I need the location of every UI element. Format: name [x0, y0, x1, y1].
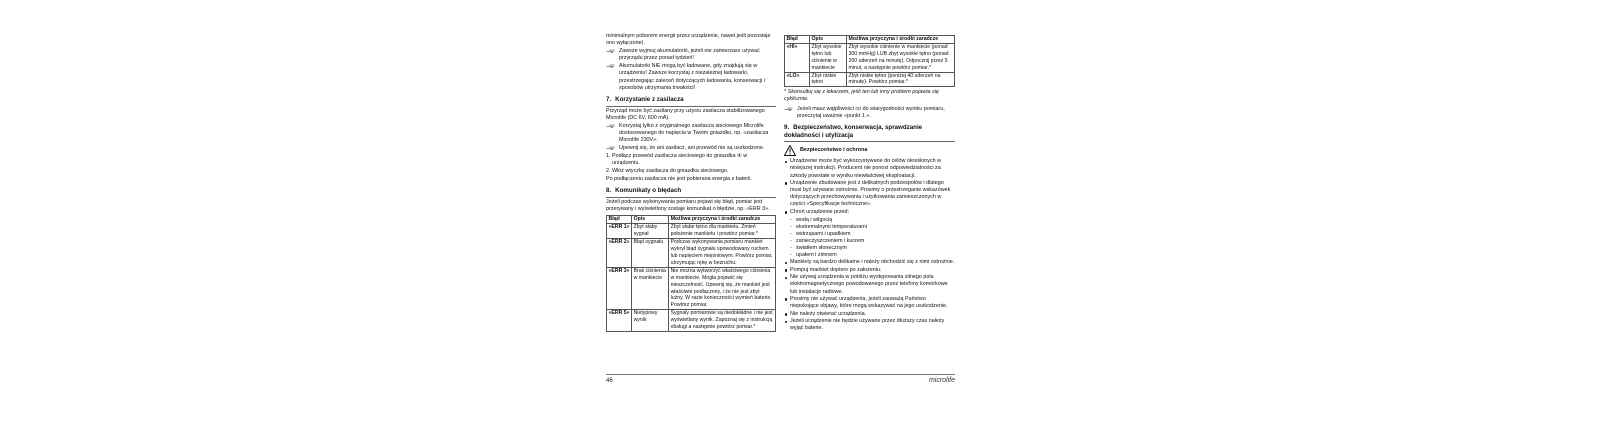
intro-text: minimalnym poborem energii przez urządzenie, nawet jeśli pozostaje ono wyłączone).	[606, 33, 771, 47]
bullet-dot	[785, 298, 787, 300]
section-number: 9.	[784, 123, 790, 131]
paragraph: Po podłączeniu zasilacza nie jest pobierana energia z baterii.	[606, 176, 752, 183]
bullet-dot	[785, 269, 787, 271]
step-number: 2.	[606, 168, 611, 175]
bullet-text: Jeżeli urządzenie nie będzie używane przez dłuższy czas należy wyjąć baterie.	[790, 318, 945, 332]
page-number: 46	[606, 378, 613, 384]
bullet-item	[784, 180, 955, 208]
dash-text: upałem i zimnem	[796, 252, 837, 259]
paragraph: Jeżeli podczas wykonywania pomiaru pojawi się błąd, pomiar jest przerywany i wyświetlony zostaje komunikat o błędzie, np. «ERR 3».	[606, 199, 770, 213]
note-hand-icon	[606, 123, 616, 129]
section-title: Bezpieczeństwo, konserwacja, sprawdzanie dokładności i utylizacja	[784, 123, 923, 139]
step-text: Podłącz przewód zasilacza sieciowego do gniazdka ④ w urządzeniu.	[612, 153, 748, 167]
left-column	[606, 33, 776, 334]
error-table-continued	[784, 35, 955, 87]
section-rule	[606, 197, 776, 198]
section-number: 8.	[606, 187, 612, 195]
section-title: Komunikaty o błędach	[615, 187, 682, 195]
note-hand-icon	[606, 63, 616, 69]
bullet-text: Chroń urządzenie przed:	[790, 208, 850, 215]
table-footnote: * Skonsultuj się z lekarzem, jeśli ten lub inny problem pojawia się cyklicznie.	[784, 89, 939, 103]
note-item	[606, 48, 776, 62]
note-item	[606, 63, 776, 91]
bullet-item	[784, 259, 955, 266]
step-number: 1.	[606, 153, 611, 160]
error-code: «ERR 1»	[607, 224, 632, 239]
brand-logo: microlife	[928, 377, 955, 384]
dash-text: wodą i wilgocią	[796, 216, 833, 223]
table-row	[607, 224, 776, 239]
note-item	[606, 145, 776, 152]
section-heading	[606, 187, 776, 195]
bullet-item	[784, 318, 955, 332]
step-item	[606, 168, 776, 175]
step-text: Włóż wtyczkę zasilacza do gniazdka sieciowego.	[612, 168, 729, 175]
bullet-dot	[785, 262, 787, 264]
table-header-cell: Błąd	[785, 36, 810, 44]
bullet-text: Prosimy nie używać urządzenia, jeżeli zauważą Państwo niepokojące objawy, które mogą wskazywać na jego uszkodzenie.	[790, 296, 948, 310]
dash-text: światłem słonecznym	[796, 244, 847, 251]
bullet-dot	[785, 161, 787, 163]
note-hand-icon	[784, 106, 794, 112]
table-header-cell: Możliwa przyczyna i środki zaradcze	[847, 36, 955, 44]
error-remedy: Podczas wykonywania pomiaru mankiet wykrył błąd sygnału spowodowany ruchem lub napięciem mięśniowym. Powtórz pomiar, utrzymując rękę w bezruchu.	[669, 239, 776, 268]
note-text: Upewnij się, że ani zasilacz, ani przewód nie są uszkodzone.	[619, 145, 765, 152]
paragraph: Przyrząd może być zasilany przy użyciu zasilacza stabilizowanego Microlife (DC 6V, 600 mA).	[606, 107, 765, 121]
dash-text: zanieczyszczeniem i kurzem	[796, 237, 865, 244]
table-header-cell: Możliwa przyczyna i środki zaradcze	[669, 216, 776, 224]
note-text: Zawsze wyjmuj akumulatorki, jeżeli nie zamierzasz używać przyrządu przez ponad tydzień!	[619, 48, 760, 62]
table-header-row	[607, 216, 776, 224]
table-row	[785, 43, 955, 72]
table-row	[607, 267, 776, 309]
table-header-cell: Opis	[632, 216, 669, 224]
section-rule	[784, 141, 955, 142]
error-remedy: Zbyt wysokie ciśnienie w mankiecie (ponad 300 mmHg) LUB zbyt wysokie tętno (ponad 200 uderzeń na minutę). Odpocznij przez 5 minut, a następnie powtórz pomiar.*	[847, 43, 955, 72]
bullet-dot	[785, 211, 787, 213]
error-description: Nietypowy wynik	[632, 310, 669, 332]
table-row	[607, 239, 776, 268]
bullet-item	[784, 296, 955, 310]
note-hand-icon	[606, 145, 616, 151]
note-item	[784, 106, 955, 120]
bullet-text: Nie używaj urządzenia w pobliżu występowania silnego pola elektromagnetycznego powodowanego przez telefony komórkowe lub instalacje radiowe.	[790, 274, 948, 295]
error-remedy: Nie można wytworzyć właściwego ciśnienia w mankiecie. Mogła pojawić się nieszczelność. Upewnij się, że mankiet jest właściwie podłączony, i że nie jest zbyt luźny. W razie konieczności wymień baterie. Powtórz pomiar.	[669, 267, 776, 309]
bullet-item	[784, 311, 955, 318]
table-header-cell: Opis	[810, 36, 847, 44]
step-item	[606, 153, 776, 167]
table-row	[785, 72, 955, 87]
table-row	[607, 310, 776, 332]
dash-text: wstrząsami i upadkiem	[796, 230, 851, 237]
table-header-row	[785, 36, 955, 44]
error-remedy: Sygnały pomiarowe są niedokładne i nie jest wyświetlany wynik. Zapoznaj się z instrukcją obsługi a następnie powtórz pomiar.*	[669, 310, 776, 332]
error-remedy: Zbyt niskie tętno (poniżej 40 uderzeń na minutę). Powtórz pomiar.*	[847, 72, 955, 87]
dash-item: - upałem i zimnem	[790, 252, 837, 259]
note-text: Korzystaj tylko z oryginalnego zasilacza sieciowego Microlife dostosowanego do napięcia w Twoim gniazdku, np. «zasilacza Microlife 230V».	[619, 122, 769, 143]
note-text: Jeżeli masz wątpliwości co do wiarygodności wyniku pomiaru, przeczytaj uważnie «punkt 1.».	[797, 105, 945, 119]
bullet-dot	[785, 313, 787, 315]
bullet-text: Nie należy otwierać urządzenia.	[790, 310, 867, 317]
section-title: Korzystanie z zasilacza	[615, 95, 684, 103]
error-description: Zbyt niskie tętno	[810, 72, 847, 87]
dash-item: - zanieczyszczeniem i kurzem	[790, 237, 865, 244]
error-code: «LO»	[785, 72, 810, 87]
section-rule	[606, 106, 776, 107]
error-remedy: Zbyt słabe tętno dla mankietu. Zmień położenie mankietu i powtórz pomiar.*	[669, 224, 776, 239]
section-heading	[606, 96, 776, 104]
error-code: «ERR 2»	[607, 239, 632, 268]
dash-text: ekstremalnymi temperaturami	[796, 223, 867, 230]
bullet-dot	[785, 321, 787, 323]
right-column	[784, 35, 955, 333]
error-table	[606, 215, 776, 332]
bullet-text: Urządzenie zbudowane jest z delikatnych podzespołów i dlatego musi być używane ostrożnie. Prosimy o przestrzeganie wskazówek dotyczących przechowywania i użytkowania zamieszczonych w części «Specyfikacje techniczne».	[790, 180, 951, 208]
error-code: «ERR 3»	[607, 267, 632, 309]
bullet-item	[784, 267, 955, 274]
bullet-text: Mankiety są bardzo delikatne i należy obchodzić się z nimi ostrożnie.	[790, 259, 955, 266]
bullet-item	[784, 209, 955, 216]
error-description: Zbyt wysokie tętno lub ciśnienie w mankiecie	[810, 43, 847, 72]
dash-item: - wstrząsami i upadkiem	[790, 230, 851, 237]
error-description: Błąd sygnału	[632, 239, 669, 268]
dash-item: - światłem słonecznym	[790, 244, 847, 251]
bullet-item	[784, 274, 955, 295]
bullet-item	[784, 158, 955, 179]
note-text: Akumulatorki NIE mogą być ładowane, gdy znajdują się w urządzeniu! Zawsze korzystaj z niezależnej ładowarki, przestrzegając zaleceń dotyczących ładowania, konserwacji i sposobów utrzymania trwałości!	[619, 63, 765, 91]
section-number: 7.	[606, 95, 612, 103]
error-code: «HI»	[785, 43, 810, 72]
error-description: Brak ciśnienia w mankiecie	[632, 267, 669, 309]
bullet-dot	[785, 277, 787, 279]
dash-item: - wodą i wilgocią	[790, 216, 833, 223]
dash-item: - ekstremalnymi temperaturami	[790, 223, 867, 230]
note-hand-icon	[606, 48, 616, 54]
bullet-text: Pompuj mankiet dopiero po założeniu.	[790, 266, 882, 273]
warning-heading	[784, 145, 955, 156]
error-code: «ERR 5»	[607, 310, 632, 332]
bullet-text: Urządzenie może być wykorzystywane do celów określonych w niniejszej instrukcji. Producent nie ponosi odpowiedzialności za szkody powstałe w wyniku niewłaściwej eksploatacji.	[790, 158, 941, 179]
table-header-cell: Błąd	[607, 216, 632, 224]
bullet-dot	[785, 182, 787, 184]
page-footer	[606, 374, 955, 384]
warning-triangle-icon	[784, 145, 796, 156]
error-description: Zbyt słaby sygnał	[632, 224, 669, 239]
note-item	[606, 123, 776, 144]
section-heading	[784, 124, 955, 140]
warning-title: Bezpieczeństwo i ochrona	[800, 147, 868, 154]
